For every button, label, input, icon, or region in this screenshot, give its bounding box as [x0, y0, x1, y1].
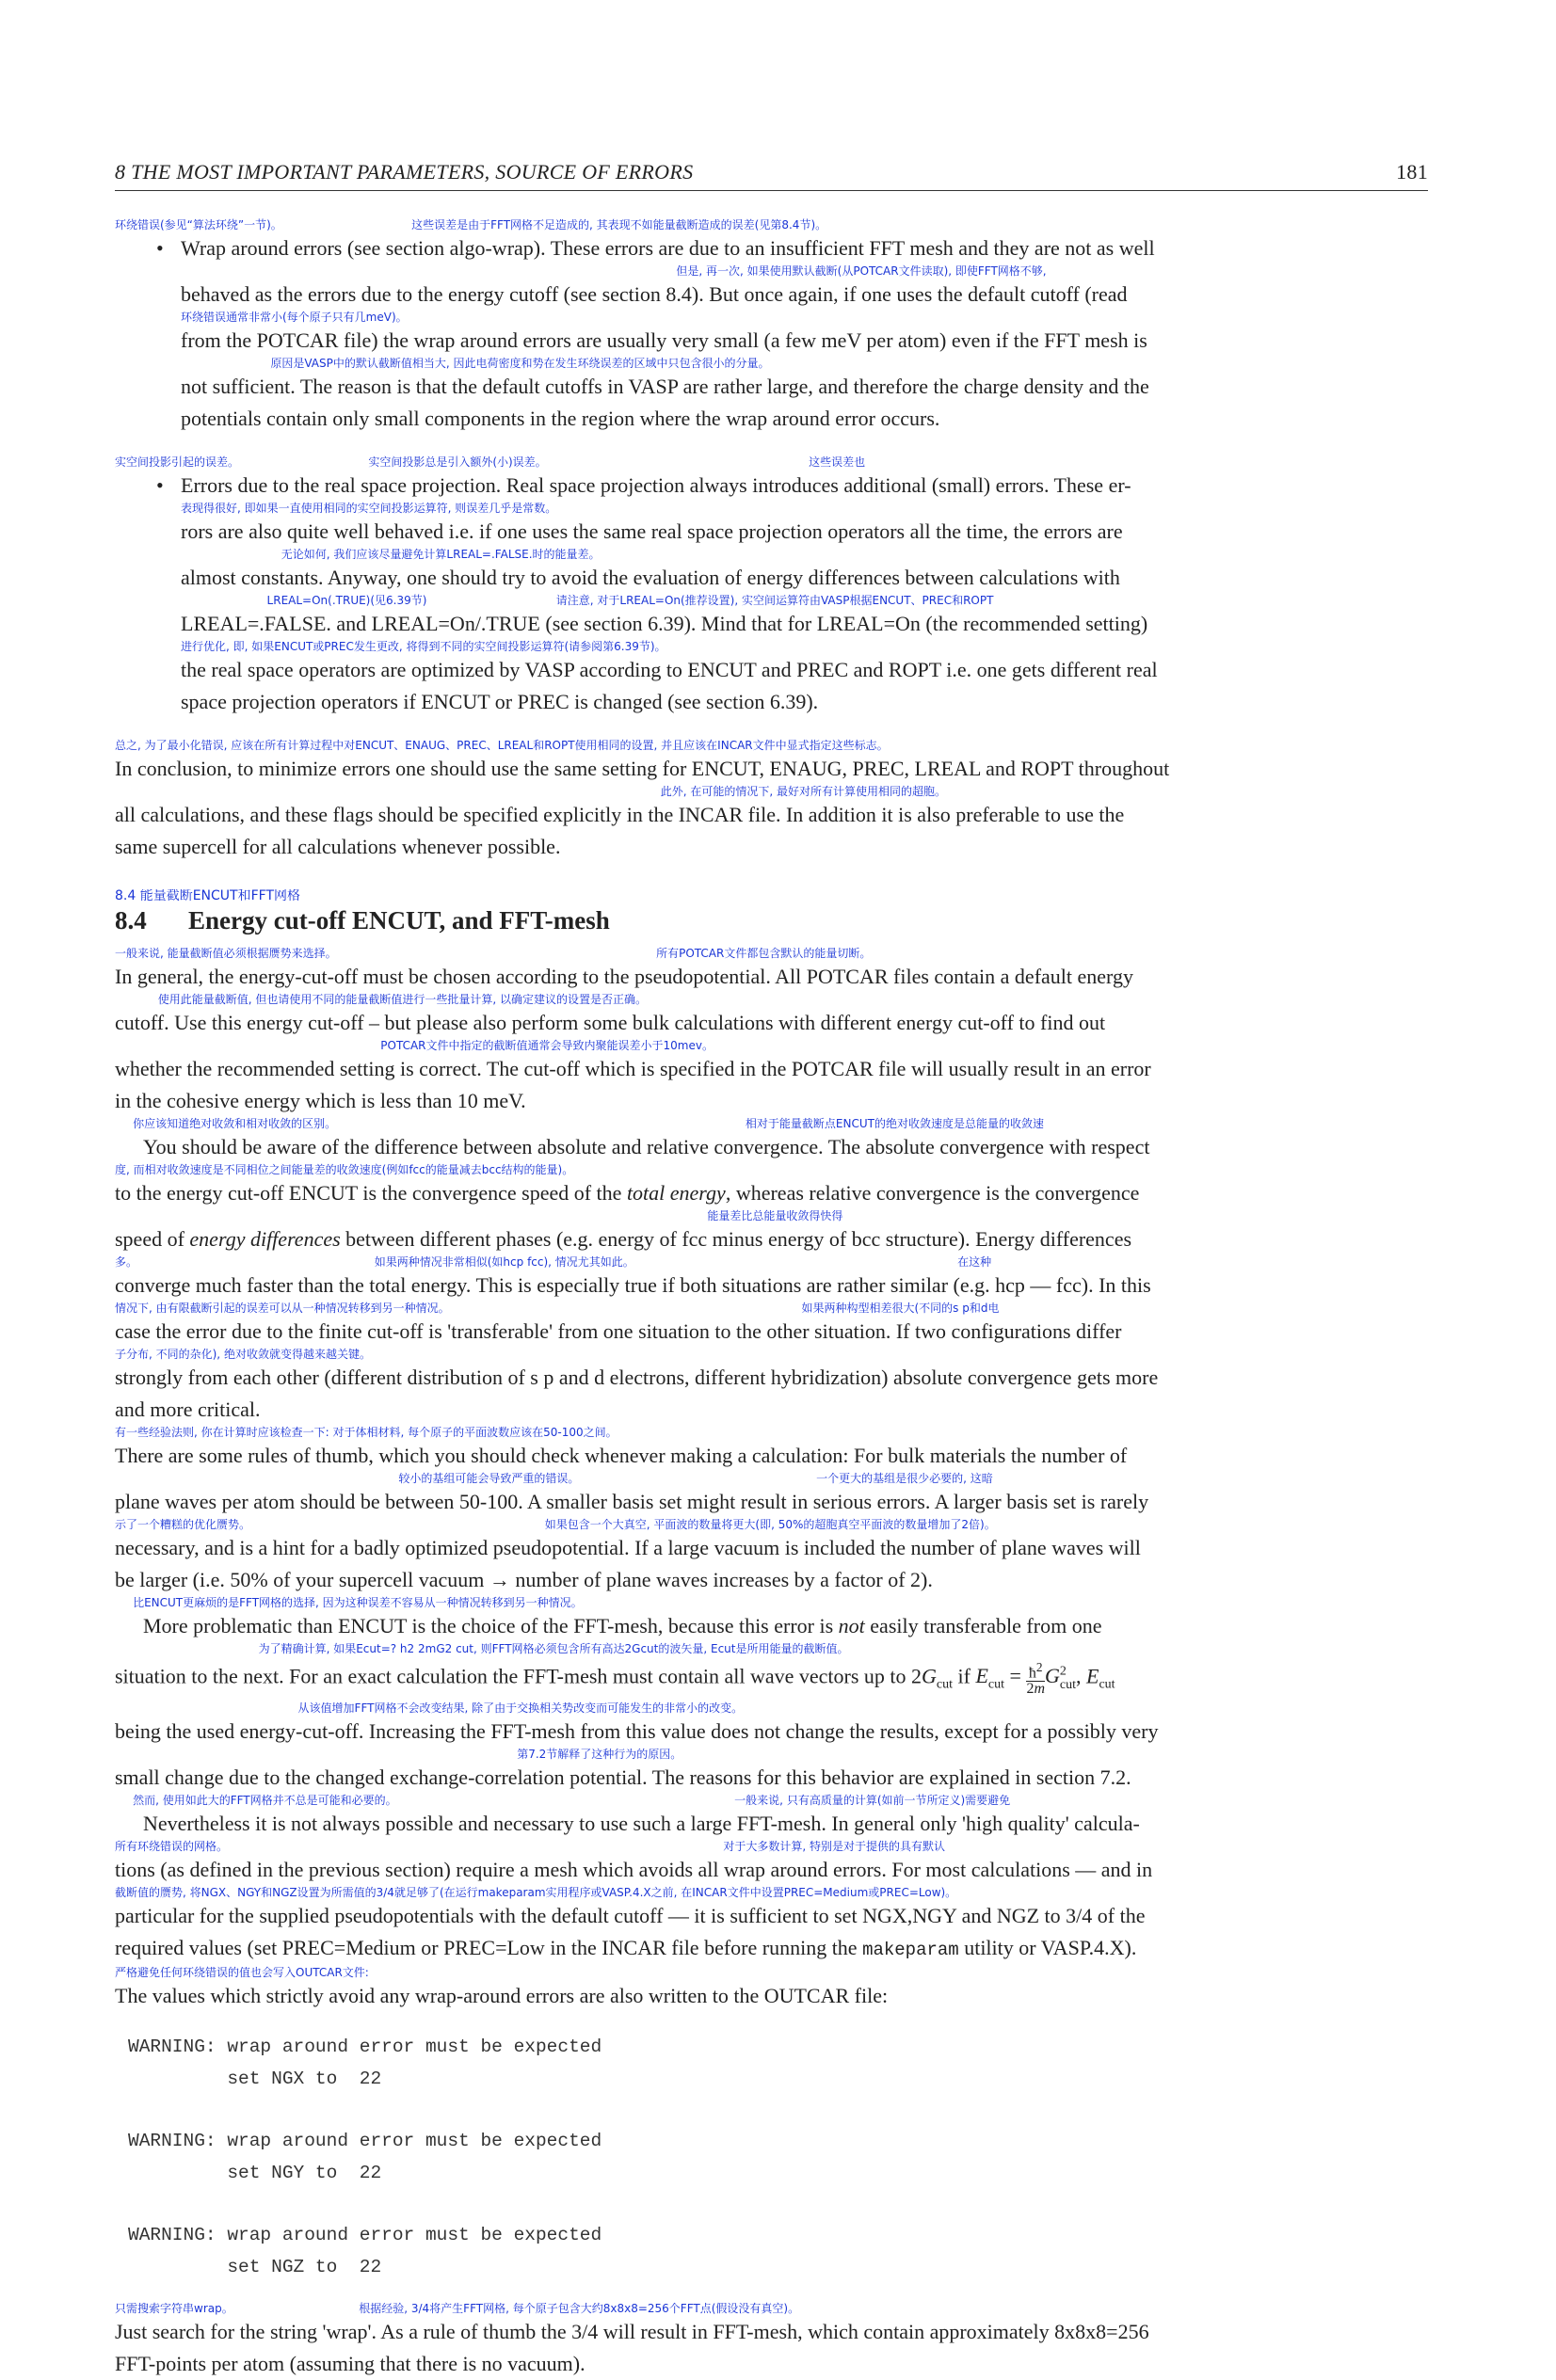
text-line: to the energy cut-off ENCUT is the convergence speed of the total energy, whereas relative convergence is the convergence	[115, 1181, 1140, 1205]
text-line: Just search for the string 'wrap'. As a rule of thumb the 3/4 will result in FFT-mesh, which contain approximately 8x8x8=256	[115, 2319, 1149, 2343]
text-line: Nevertheless it is not always possible and necessary to use such a large FFT-mesh. In general only 'high quality' calcula-	[143, 1811, 1140, 1835]
section-number: 8.4	[115, 906, 147, 934]
translation-note: 子分布, 不同的杂化), 绝对收敛就变得越来越关键。	[115, 1348, 371, 1361]
translation-note: LREAL=On(.TRUE)(见6.39节) 请注意, 对于LREAL=On(推荐设置), 实空间运算符由VASP根据ENCUT、PREC和ROPT	[181, 594, 994, 607]
translation-note: 严格避免任何环绕错误的值也会写入OUTCAR文件:	[115, 1965, 369, 1979]
text-line: behaved as the errors due to the energy cutoff (see section 8.4). But once again, if one uses the default cutoff (read	[181, 282, 1128, 306]
translation-note: 一般来说, 能量截断值必须根据赝势来选择。 所有POTCAR文件都包含默认的能量切断。	[115, 947, 872, 960]
text-line: space projection operators if ENCUT or PREC is changed (see section 6.39).	[181, 690, 819, 713]
translation-note: 此外, 在可能的情况下, 最好对所有计算使用相同的超胞。	[115, 785, 947, 798]
text-line: cutoff. Use this energy cut-off – but please also perform some bulk calculations with different energy cut-off to find out	[115, 1011, 1106, 1034]
translation-note: 所有环绕错误的网格。 对于大多数计算, 特别是对于提供的具有默认	[115, 1839, 946, 1853]
translation-note: POTCAR文件中指定的截断值通常会导致内聚能误差小于10mev。	[115, 1039, 714, 1052]
text-line: converge much faster than the total energy. This is especially true if both situations are rather similar (e.g. hcp — fcc). In this	[115, 1273, 1151, 1297]
bullet-icon: •	[156, 473, 164, 497]
emphasis: not	[838, 1614, 865, 1637]
text-line: in the cohesive energy which is less than 10 meV.	[115, 1089, 526, 1112]
text-line: Wrap around errors (see section algo-wrap). These errors are due to an insufficient FFT mesh and they are not as well	[181, 236, 1155, 260]
text-line: not sufficient. The reason is that the default cutoffs in VASP are rather large, and therefore the charge density and the	[181, 375, 1149, 398]
inline-code: makeparam	[862, 1939, 959, 1960]
text-line: speed of energy differences between different phases (e.g. energy of fcc minus energy of bcc structure). Energy differences	[115, 1227, 1132, 1251]
emphasis: total energy	[626, 1181, 726, 1205]
translation-note: 表现得很好, 即如果一直使用相同的实空间投影运算符, 则误差几乎是常数。	[181, 502, 557, 515]
text-line: small change due to the changed exchange-correlation potential. The reasons for this behavior are explained in section 7.2.	[115, 1765, 1131, 1789]
code-line: set NGZ to 22	[128, 2256, 382, 2277]
list-item-wrap-errors	[115, 218, 1428, 435]
text-line: same supercell for all calculations whenever possible.	[115, 835, 561, 858]
section-title: Energy cut-off ENCUT, and FFT-mesh	[188, 906, 610, 934]
translation-note: 但是, 再一次, 如果使用默认截断(从POTCAR文件读取), 即使FFT网格不够,	[181, 264, 1047, 278]
text-line: from the POTCAR file) the wrap around errors are usually very small (a few meV per atom) even if the FFT mesh is	[181, 328, 1147, 352]
text-line: whether the recommended setting is correct. The cut-off which is specified in the POTCAR file will usually result in an error	[115, 1057, 1151, 1080]
code-block	[115, 2031, 1428, 2283]
code-line: set NGX to 22	[128, 2068, 382, 2089]
translation-note: 示了一个糟糕的优化赝势。 如果包含一个大真空, 平面波的数量将更大(即, 50%的超胞真空平面波的数量增加了2倍)。	[115, 1518, 996, 1531]
emphasis: energy differences	[189, 1227, 341, 1251]
text-line: The values which strictly avoid any wrap-around errors are also written to the OUTCAR file:	[115, 1983, 889, 2007]
translation-note: 环绕错误通常非常小(每个原子只有几meV)。	[181, 311, 408, 324]
translation-note: 环绕错误(参见“算法环绕”一节)。 这些误差是由于FFT网格不足造成的, 其表现不如能量截断造成的误差(见第8.4节)。	[115, 218, 827, 232]
translation-note: 进行优化, 即, 如果ENCUT或PREC发生更改, 将得到不同的实空间投影运算符(请参阅第6.39节)。	[181, 640, 666, 653]
translation-note: 截断值的赝势, 将NGX、NGY和NGZ设置为所需值的3/4就足够了(在运行makeparam实用程序或VASP.4.X之前, 在INCAR文件中设置PREC=Medium或PREC=Low)。	[115, 1885, 957, 1899]
translation-note: 你应该知道绝对收敛和相对收敛的区别。 相对于能量截断点ENCUT的绝对收敛速度是总能量的收敛速	[115, 1117, 1044, 1130]
text-line: necessary, and is a hint for a badly optimized pseudopotential. If a large vacuum is included the number of plane waves will	[115, 1536, 1141, 1559]
text-line: In conclusion, to minimize errors one should use the same setting for ENCUT, ENAUG, PREC, LREAL and ROPT throughout	[115, 757, 1170, 780]
text-line: Errors due to the real space projection. Real space projection always introduces additional (small) errors. These er-	[181, 473, 1131, 497]
text-line: strongly from each other (different distribution of s p and d electrons, different hybridization) absolute convergence gets more	[115, 1366, 1159, 1389]
paragraph-final	[115, 2302, 1428, 2380]
translation-note: 比ENCUT更麻烦的是FFT网格的选择, 因为这种误差不容易从一种情况转移到另一种情况。	[115, 1596, 583, 1609]
text-line: be larger (i.e. 50% of your supercell vacuum → number of plane waves increases by a factor of 2).	[115, 1568, 933, 1591]
code-line: WARNING: wrap around error must be expected	[128, 2036, 602, 2057]
page	[115, 0, 1428, 2375]
text-line: LREAL=.FALSE. and LREAL=On/.TRUE (see section 6.39). Mind that for LREAL=On (the recommended setting)	[181, 612, 1148, 635]
translation-note: 无论如何, 我们应该尽量避免计算LREAL=.FALSE.时的能量差。	[181, 548, 601, 561]
text-line: and more critical.	[115, 1398, 261, 1421]
text-line: plane waves per atom should be between 50-100. A smaller basis set might result in serious errors. A larger basis set is rarely	[115, 1490, 1149, 1513]
paragraph-rules-of-thumb	[115, 1426, 1428, 1596]
text-line: potentials contain only small components in the region where the wrap around error occurs.	[181, 407, 940, 430]
text-line-with-formula: situation to the next. For an exact calculation the FFT-mesh must contain all wave vectors up to $2G_{cut}$ if $E_{cut}$ = $\frac{ħ^2}{2m}$ $G^2_{cut}$, $E_{cut}$	[115, 1659, 1115, 1697]
conclusion-paragraph	[115, 739, 1428, 863]
translation-note: 情况下, 由有限截断引起的误差可以从一种情况转移到另一种情况。 如果两种构型相差很大(不同的s p和d电	[115, 1302, 1000, 1315]
translation-note: 较小的基组可能会导致严重的错误。 一个更大的基组是很少必要的, 这暗	[115, 1472, 993, 1485]
paragraph-fft-mesh	[115, 1596, 1428, 1794]
text-line: You should be aware of the difference between absolute and relative convergence. The absolute convergence with respect	[143, 1135, 1150, 1158]
text-line: almost constants. Anyway, one should try to avoid the evaluation of energy differences between calculations with	[181, 566, 1120, 589]
bullet-icon: •	[156, 236, 164, 260]
paragraph-cutoff-choice	[115, 947, 1428, 1117]
page-body	[115, 218, 1428, 2380]
running-head	[115, 160, 1428, 188]
text-line: In general, the energy-cut-off must be chosen according to the pseudopotential. All POTCAR files contain a default energy	[115, 965, 1133, 988]
paragraph-fft-practice	[115, 1794, 1428, 2012]
translation-note: 然而, 使用如此大的FFT网格并不总是可能和必要的。 一般来说, 只有高质量的计算(如前一节所定义)需要避免	[115, 1793, 1011, 1807]
text-line: rors are also quite well behaved i.e. if one uses the same real space projection operators all the time, the errors are	[181, 519, 1123, 543]
translation-note: 多。 如果两种情况非常相似(如hcp fcc), 情况尤其如此。 在这种	[115, 1255, 992, 1269]
text-line: case the error due to the finite cut-off is 'transferable' from one situation to the other situation. If two configurations differ	[115, 1319, 1122, 1343]
translation-note: 为了精确计算, 如果Ecut=? h2 2mG2 cut, 则FFT网格必须包含所有高达2Gcut的波矢量, Ecut是所用能量的截断值。	[115, 1642, 849, 1655]
code-line: set NGY to 22	[128, 2162, 382, 2183]
translation-note: 只需搜索字符串wrap。 根据经验, 3/4将产生FFT网格, 每个原子包含大约8x8x8=256个FFT点(假设没有真空)。	[115, 2301, 800, 2315]
page-number: 181	[1396, 160, 1428, 184]
translation-note: 原因是VASP中的默认截断值相当大, 因此电荷密度和势在发生环绕误差的区域中只包含很小的分量。	[181, 357, 770, 370]
section-heading	[115, 903, 1428, 937]
header-rule	[115, 190, 1428, 191]
translation-note-section: 8.4 能量截断ENCUT和FFT网格	[115, 889, 301, 903]
translation-note: 有一些经验法则, 你在计算时应该检查一下: 对于体相材料, 每个原子的平面波数应该在50-100之间。	[115, 1426, 618, 1439]
list-item-projection-errors	[115, 455, 1428, 718]
translation-note: 度, 而相对收敛速度是不同相位之间能量差的收敛速度(例如fcc的能量减去bcc结构的能量)。	[115, 1163, 574, 1176]
text-line: being the used energy-cut-off. Increasing the FFT-mesh from this value does not change the results, except for a possibly very	[115, 1718, 1159, 1743]
translation-note: 总之, 为了最小化错误, 应该在所有计算过程中对ENCUT、ENAUG、PREC、LREAL和ROPT使用相同的设置, 并且应该在INCAR文件中显式指定这些标志。	[115, 739, 889, 752]
text-line: More problematic than ENCUT is the choice of the FFT-mesh, because this error is not easily transferable from one	[143, 1614, 1102, 1637]
text-line: particular for the supplied pseudopotentials with the default cutoff — it is sufficient to set NGX,NGY and NGZ to 3/4 of the	[115, 1903, 1146, 1927]
text-line: all calculations, and these flags should be specified explicitly in the INCAR file. In addition it is also preferable to use the	[115, 803, 1125, 826]
paragraph-convergence	[115, 1117, 1428, 1426]
text-line: required values (set PREC=Medium or PREC=Low in the INCAR file before running the makeparam utility or VASP.4.X).	[115, 1935, 1137, 1960]
code-line: WARNING: wrap around error must be expected	[128, 2130, 602, 2151]
text-line: FFT-points per atom (assuming that there is no vacuum).	[115, 2351, 586, 2375]
text-line: There are some rules of thumb, which you should check whenever making a calculation: For bulk materials the number of	[115, 1444, 1128, 1467]
translation-note: 使用此能量截断值, 但也请使用不同的能量截断值进行一些批量计算, 以确定建议的设置是否正确。	[115, 993, 648, 1006]
translation-note: 实空间投影引起的误差。 实空间投影总是引入额外(小)误差。 这些误差也	[115, 455, 866, 469]
translation-note: 第7.2节解释了这种行为的原因。	[115, 1747, 682, 1761]
translation-note: 从该值增加FFT网格不会改变结果, 除了由于交换相关势改变而可能发生的非常小的改变。	[115, 1701, 744, 1715]
text-line: tions (as defined in the previous section) require a mesh which avoids all wrap around errors. For most calculations — and in	[115, 1857, 1153, 1881]
chapter-title: 8 THE MOST IMPORTANT PARAMETERS, SOURCE OF ERRORS	[115, 160, 694, 184]
text-line: the real space operators are optimized by VASP according to ENCUT and PREC and ROPT i.e. one gets different real	[181, 658, 1158, 681]
formula-ecut: $E_{cut}$ = $\frac{ħ^2}{2m}$ $G^2_{cut}$	[975, 1659, 1077, 1697]
code-line: WARNING: wrap around error must be expected	[128, 2224, 602, 2245]
translation-note: 能量差比总能量收敛得快得	[115, 1209, 843, 1222]
